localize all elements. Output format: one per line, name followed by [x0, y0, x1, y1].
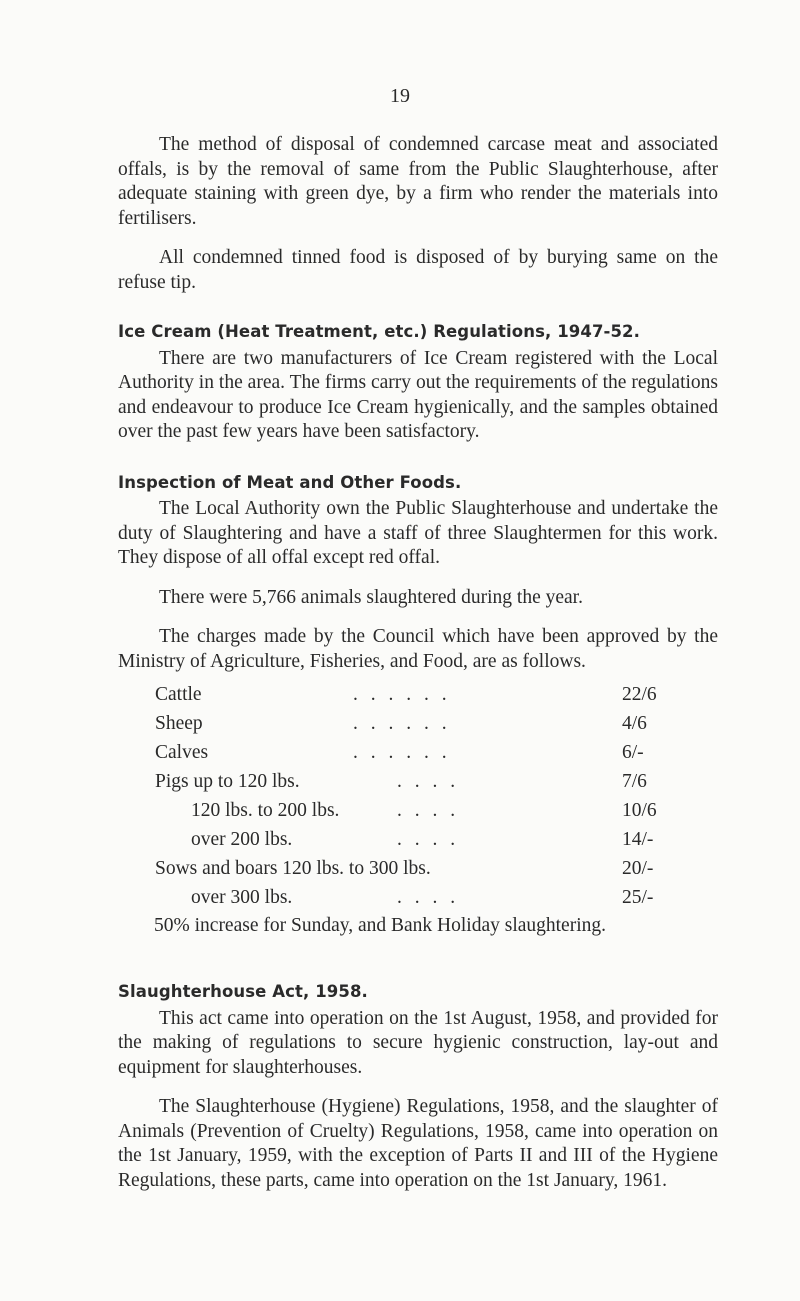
charge-row [155, 681, 657, 709]
charge-price: 22/6 [622, 684, 657, 705]
charge-price: 4/6 [622, 713, 647, 734]
charge-leader-dots: . . . . [397, 887, 460, 908]
charge-leader-dots: . . . . . . [353, 713, 451, 734]
charge-row [155, 739, 645, 767]
charge-leader-dots: . . . . [397, 771, 460, 792]
charge-row [155, 855, 654, 883]
charge-label: 120 lbs. to 200 lbs. [191, 800, 340, 821]
charge-leader-dots: . . . . . . [353, 742, 451, 763]
charge-price: 10/6 [622, 800, 657, 821]
charge-leader-dots: . . . . [397, 829, 460, 850]
heading-ice-cream: Ice Cream (Heat Treatment, etc.) Regulations, 1947-52. [118, 322, 641, 341]
charge-row [155, 797, 657, 825]
paragraph-ice-cream: There are two manufacturers of Ice Cream registered with the Local Authority in the area. The firms carry out the requirements of the regulations and endeavour to produce Ice Cream hygienically, and the samples obtained over the past few years have been satisfactory. [118, 347, 718, 442]
paragraph-hygiene-regulations: The Slaughterhouse (Hygiene) Regulations, 1958, and the slaughter of Animals (Prevention of Cruelty) Regulations, 1958, came into operation on the 1st January, 1959, with the exception of Parts II and III of the Hygiene Regulations, these parts, came into operation on the 1st January, 1961. [118, 1096, 718, 1191]
charge-leader-dots: . . . . [397, 800, 460, 821]
heading-inspection: Inspection of Meat and Other Foods. [118, 472, 462, 492]
charge-label: Cattle [155, 684, 202, 705]
charge-label: Pigs up to 120 lbs. [155, 771, 300, 792]
charge-row [155, 710, 645, 738]
charge-label: over 300 lbs. [191, 887, 293, 908]
charge-price: 25/- [622, 887, 654, 908]
charge-label: Sows and boars 120 lbs. to 300 lbs. [155, 858, 431, 879]
heading-slaughterhouse-act: Slaughterhouse Act, 1958. [118, 982, 368, 1001]
page-content [118, 133, 718, 1193]
charge-row [155, 884, 654, 912]
charge-leader-dots: . . . . . . [353, 684, 451, 705]
charge-label: Calves [155, 742, 209, 763]
charge-price: 7/6 [622, 771, 647, 792]
charge-price: 6/- [622, 742, 644, 763]
charge-label: over 200 lbs. [191, 829, 293, 850]
charges-holiday-note: 50% increase for Sunday, and Bank Holiday slaughtering. [154, 915, 606, 936]
paragraph-animals-slaughtered: There were 5,766 animals slaughtered during the year. [159, 586, 583, 608]
charge-label: Sheep [155, 713, 203, 734]
paragraph-act-operation: This act came into operation on the 1st August, 1958, and provided for the making of regulations to secure hygienic construction, lay-out and equipment for slaughterhouses. [118, 1007, 718, 1078]
charge-row [155, 768, 645, 796]
charge-price: 20/- [622, 858, 654, 879]
page-number: 19 [390, 85, 410, 107]
paragraph-charges-intro: The charges made by the Council which have been approved by the Ministry of Agriculture, Fisheries, and Food, are as follows. [118, 626, 718, 672]
paragraph-tinned-food: All condemned tinned food is disposed of by burying same on the refuse tip. [118, 247, 718, 293]
charges-table [118, 681, 718, 1063]
paragraph-disposal-method: The method of disposal of condemned carcase meat and associated offals, is by the removal of same from the Public Slaughterhouse, after adequate staining with green dye, by a firm who render the materials into fertilisers. [118, 134, 718, 229]
paragraph-slaughterhouse-duty: The Local Authority own the Public Slaughterhouse and undertake the duty of Slaughtering and have a staff of three Slaughtermen for this work. They dispose of all offal except red offal. [118, 498, 718, 568]
charge-row [155, 826, 654, 854]
charge-price: 14/- [622, 829, 654, 850]
